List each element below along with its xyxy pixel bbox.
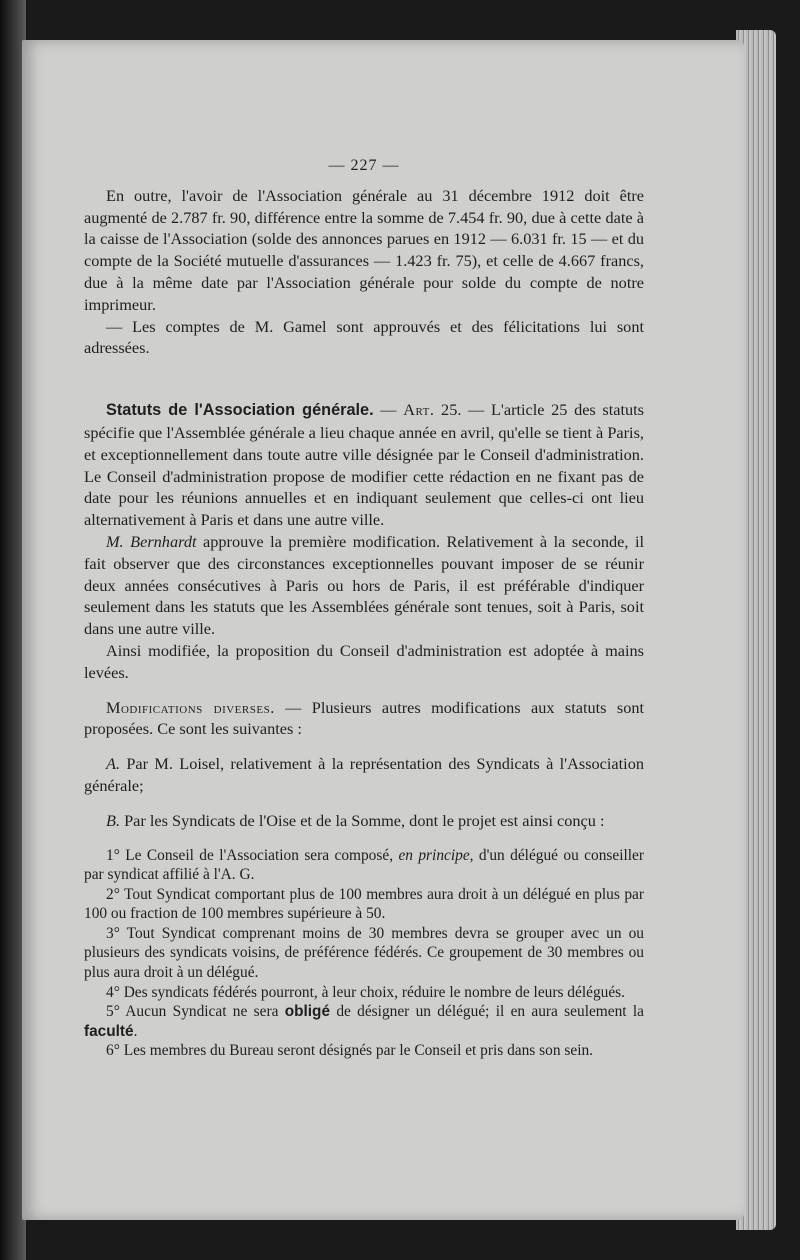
bernhardt-text: approuve la première modification. Relativement à la seconde, il fait observer que des circonstances exceptionnelles pouvant imposer de se réunir deux années consécutives à Paris ou hors de Paris, il est préférable d'indiquer seulement dans les statuts que les Assemblées générale sont tenues, soit à Paris, soit dans une autre ville. (84, 531, 644, 639)
list-item-5-bold-faculte: faculté (84, 1022, 134, 1040)
speaker-name: M. Bernhardt (106, 531, 197, 551)
list-item-1 (84, 846, 644, 885)
list-item-2: 2° Tout Syndicat comportant plus de 100 membres aura droit à un délégué en plus par 100 ou fraction de 100 membres supérieure à 50. (84, 885, 644, 923)
item-letter-b: B. (106, 810, 121, 830)
paragraph-item-a (84, 753, 644, 797)
list-item-5-bold-oblige: obligé (284, 1003, 331, 1021)
list-item-5-text-mid: de désigner un délégué; il en aura seulement la (330, 1003, 644, 1021)
page-number: — 227 — (328, 157, 400, 174)
statuts-text: 25. — L'article 25 des statuts spécifie que l'Assemblée générale a lieu chaque année en avril, qu'elle se tient à Paris, et exceptionnellement dans toute autre ville désignée par le Conseil d'administration. Le Conseil d'administration propose de modifier cette rédaction en ne fixant pas de date pour les réunions annuelles et en indiquant seulement que celles-ci ont lieu alternativement à Paris et dans une autre ville. (84, 400, 645, 530)
list-item-6: 6° Les membres du Bureau seront désignés par le Conseil et pris dans son sein. (106, 1042, 594, 1060)
list-item-5 (84, 1002, 644, 1041)
paragraph-statuts: Statuts de l'Association générale. — Art. 25. — L'article 25 des statuts spécifie que l'Assemblée générale a lieu chaque année en avril, qu'elle se tient à Paris, et exceptionnellement dans toute autre ville désignée par le Conseil d'administration. Le Conseil d'administration propose de modifier cette rédaction en ne fixant pas de date pour les réunions annuelles et en indiquant seulement que celles-ci ont lieu alternativement à Paris et dans une autre ville. (84, 400, 645, 530)
list-item-1-emphasis: en principe (398, 846, 470, 864)
book-page (22, 40, 744, 1220)
list-item-5-text-end: . (133, 1022, 138, 1040)
list-item-5-text: 5° Aucun Syndicat ne sera (106, 1003, 285, 1021)
item-a-text: Par M. Loisel, relativement à la représentation des Syndicats à l'Association générale; (84, 754, 644, 795)
paragraph-item-b (84, 810, 644, 832)
paragraph-modifications (84, 697, 644, 741)
list-item-4: 4° Des syndicats fédérés pourront, à leur choix, réduire le nombre de leurs délégués. (106, 983, 625, 1001)
paragraph-comptes: — Les comptes de M. Gamel sont approuvés et des félicitations lui sont adressées. (84, 316, 644, 358)
list-item-3: 3° Tout Syndicat comprenant moins de 30 membres devra se grouper avec un ou plusieurs des syndicats voisins, de préférence fédérés. Ce groupement de 30 membres ou plus aura droit à un délégué. (84, 924, 644, 982)
item-b-text: Par les Syndicats de l'Oise et de la Somme, dont le projet est ainsi conçu : (120, 810, 605, 830)
item-letter-a: A. (106, 754, 121, 774)
paragraph-bernhardt (84, 531, 644, 640)
proposal-list (84, 846, 644, 1062)
list-item-1-text: 1° Le Conseil de l'Association sera composé, (106, 846, 399, 864)
modifications-text: — Plusieurs autres modifications aux statuts sont proposées. Ce sont les suivantes : (84, 697, 644, 739)
list-item-1-text-end: , d'un délégué ou conseiller par syndicat affilié à l'A. G. (84, 846, 645, 884)
paragraph-avoir: En outre, l'avoir de l'Association générale au 31 décembre 1912 doit être augmenté de 2.787 fr. 90, différence entre la somme de 7.454 fr. 90, due à cette date à la caisse de l'Association (solde des annonces parues en 1912 — 6.031 fr. 15 — et du compte de la Société mutuelle d'assurances — 1.423 fr. 75), et celle de 4.667 francs, due à la même date par l'Association générale pour solde du compte de notre imprimeur. (84, 185, 644, 314)
section-heading-modifications: Modifications diverses. (106, 697, 275, 717)
page-text (84, 155, 644, 1061)
section-heading-statuts: Statuts de l'Association générale. (106, 401, 374, 420)
article-label: Art. (403, 400, 435, 420)
paragraph-adoption: Ainsi modifiée, la proposition du Conseil d'administration est adoptée à mains levées. (84, 640, 644, 682)
